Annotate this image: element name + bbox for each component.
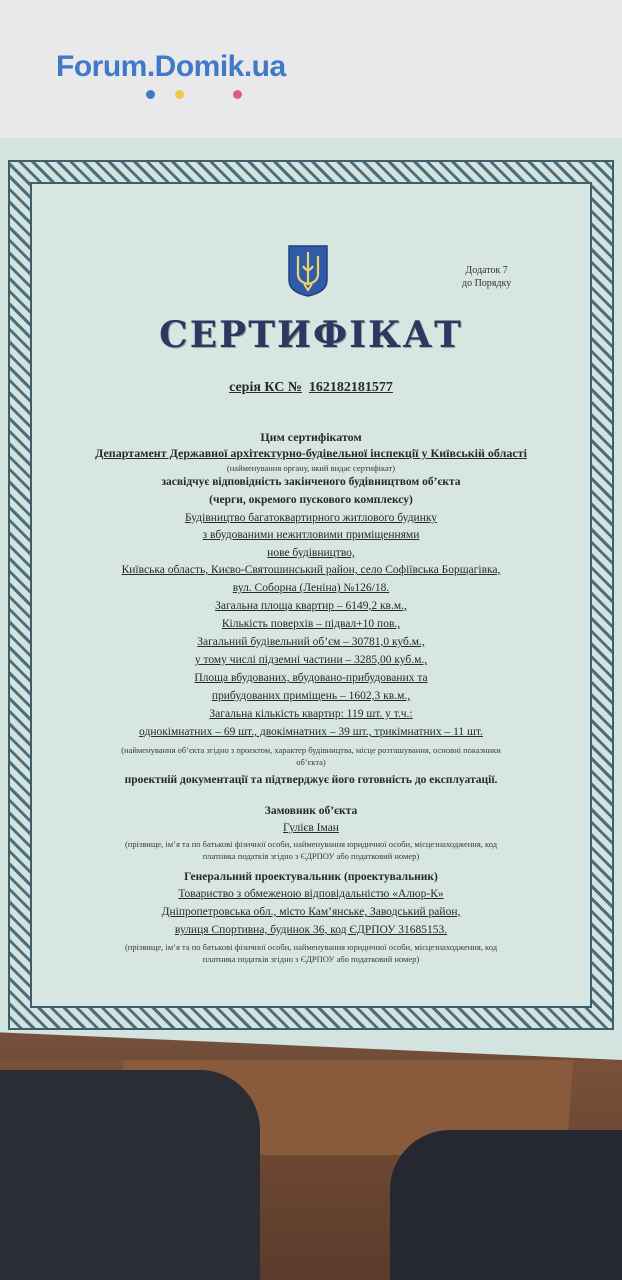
object-line: прибудованих приміщень – 1602,3 кв.м.,	[211, 690, 411, 702]
designer-heading: Генеральний проектувальник (проектувальник)	[184, 871, 438, 883]
object-line: Київська область, Києво-Святошинський район, село Софіївська Борщагівка,	[121, 564, 501, 576]
customer-caption: платника податків згідно з ЄДРПОУ або податковий номер)	[202, 851, 420, 861]
serial-number: 162182181577	[308, 380, 393, 395]
object-line: Будівництво багатоквартирного житлового будинку	[184, 512, 438, 524]
object-line: нове будівництво,	[267, 547, 355, 559]
watermark-dot	[204, 90, 213, 99]
issuer-name: Департамент Державної архітектурно-будівельної інспекції у Київській області	[95, 446, 527, 460]
watermark-logo: Forum.Domik.ua	[56, 50, 286, 83]
watermark-dot	[233, 90, 242, 99]
object-caption: (найменування об’єкта згідно з проєктом, характер будівництва, місце розташування, основні показники	[121, 745, 501, 755]
designer-line: Дніпропетровська обл., місто Кам’янське, Заводський район,	[161, 906, 461, 918]
object-line: Площа вбудованих, вбудовано-прибудованих та	[194, 672, 428, 684]
certificate-content	[32, 184, 590, 1006]
object-caption: об’єкта)	[296, 757, 326, 767]
person-leg-right	[390, 1130, 622, 1280]
person-leg-left	[0, 1070, 260, 1280]
customer-caption: (прізвище, ім’я та по батькові фізичної особи, найменування юридичної особи, місцезнаходження, код	[124, 839, 498, 849]
annex-note	[462, 264, 511, 290]
object-line: вул. Соборна (Леніна) №126/18.	[232, 582, 390, 594]
trident-emblem-icon	[287, 244, 329, 298]
object-line: Загальна кількість квартир: 119 шт. у т.ч.:	[209, 708, 413, 720]
issuer-caption: (найменування органу, який видає сертифікат)	[226, 463, 396, 473]
object-line: однокімнатних – 69 шт., двокімнатних – 39 шт., трикімнатних – 11 шт.	[139, 726, 483, 738]
watermark-dot	[175, 90, 184, 99]
certifies-text: засвідчує відповідність закінченого будівництвом об’єкта	[161, 476, 461, 488]
designer-caption: (прізвище, ім’я та по батькові фізичної особи, найменування юридичної особи, місцезнаходження, код	[124, 942, 498, 952]
object-line: з вбудованими нежитловими приміщеннями	[202, 529, 420, 541]
stage-text: (черги, окремого пускового комплексу)	[209, 494, 413, 506]
customer-heading: Замовник об’єкта	[264, 805, 358, 817]
serial-prefix: серія КС №	[229, 380, 302, 395]
object-line: Загальний будівельний об’єм – 30781,0 куб.м.,	[197, 636, 425, 648]
watermark-dots	[146, 90, 242, 99]
customer-name: Гулієв Іман	[283, 822, 339, 834]
object-line: Загальна площа квартир – 6149,2 кв.м.,	[215, 600, 407, 612]
annex-line-2: до Порядку	[462, 278, 512, 289]
object-line: Кількість поверхів – підвал+10 пов.,	[221, 618, 401, 630]
serial-line	[32, 380, 590, 396]
page-title: СЕРТИФІКАТ	[159, 314, 463, 356]
conclusion-text: проектній документації та підтверджує його готовність до експлуатації.	[124, 774, 498, 786]
designer-line: вулиця Спортивна, будинок 36, код ЄДРПОУ 31685153.	[174, 924, 448, 936]
designer-line: Товариство з обмеженою відповідальністю «Алюр-К»	[178, 888, 444, 900]
watermark-dot	[146, 90, 155, 99]
object-line: у тому числі підземні частини – 3285,00 куб.м.,	[194, 654, 428, 666]
designer-caption: платника податків згідно з ЄДРПОУ або податковий номер)	[202, 954, 420, 964]
intro-text: Цим сертифікатом	[260, 430, 362, 444]
annex-line-1: Додаток 7	[465, 265, 508, 276]
